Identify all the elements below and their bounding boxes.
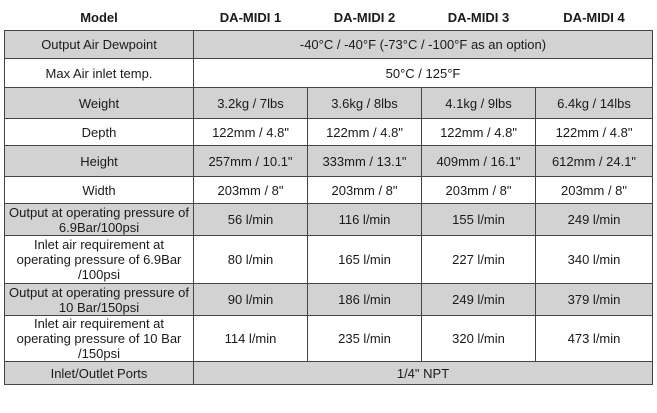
cell-value: 122mm / 4.8" — [536, 119, 653, 146]
cell-value: 116 l/min — [308, 204, 422, 236]
row-output-6-9bar — [5, 204, 653, 236]
cell-value: 165 l/min — [308, 236, 422, 284]
row-label: Inlet/Outlet Ports — [5, 362, 194, 385]
cell-value: 409mm / 16.1" — [422, 146, 536, 177]
row-inlet-6-9bar — [5, 236, 653, 284]
spanned-value: -40°C / -40°F (-73°C / -100°F as an option) — [194, 31, 653, 59]
cell-value: 114 l/min — [194, 316, 308, 362]
cell-value: 340 l/min — [536, 236, 653, 284]
cell-value: 122mm / 4.8" — [194, 119, 308, 146]
row-weight — [5, 88, 653, 119]
cell-value: 3.2kg / 7lbs — [194, 88, 308, 119]
cell-value: 333mm / 13.1" — [308, 146, 422, 177]
cell-value: 80 l/min — [194, 236, 308, 284]
row-depth — [5, 119, 653, 146]
row-label: Inlet air requirement at operating pressure of 10 Bar /150psi — [5, 316, 194, 362]
header-row — [5, 4, 653, 31]
cell-value: 203mm / 8" — [308, 177, 422, 204]
cell-value: 227 l/min — [422, 236, 536, 284]
row-width — [5, 177, 653, 204]
row-label: Output Air Dewpoint — [5, 31, 194, 59]
row-output-air-dewpoint — [5, 31, 653, 59]
cell-value: 249 l/min — [536, 204, 653, 236]
row-label: Height — [5, 146, 194, 177]
header-da-midi-3: DA-MIDI 3 — [422, 4, 536, 31]
row-label: Depth — [5, 119, 194, 146]
spanned-value: 1/4" NPT — [194, 362, 653, 385]
row-output-10bar — [5, 284, 653, 316]
row-label: Weight — [5, 88, 194, 119]
header-da-midi-2: DA-MIDI 2 — [308, 4, 422, 31]
cell-value: 612mm / 24.1" — [536, 146, 653, 177]
cell-value: 56 l/min — [194, 204, 308, 236]
cell-value: 122mm / 4.8" — [422, 119, 536, 146]
cell-value: 6.4kg / 14lbs — [536, 88, 653, 119]
cell-value: 155 l/min — [422, 204, 536, 236]
header-da-midi-1: DA-MIDI 1 — [194, 4, 308, 31]
cell-value: 249 l/min — [422, 284, 536, 316]
spec-table — [4, 4, 653, 385]
row-max-air-inlet-temp — [5, 59, 653, 88]
cell-value: 203mm / 8" — [422, 177, 536, 204]
cell-value: 473 l/min — [536, 316, 653, 362]
cell-value: 235 l/min — [308, 316, 422, 362]
cell-value: 203mm / 8" — [536, 177, 653, 204]
row-label: Output at operating pressure of 10 Bar/150psi — [5, 284, 194, 316]
cell-value: 320 l/min — [422, 316, 536, 362]
cell-value: 4.1kg / 9lbs — [422, 88, 536, 119]
row-label: Width — [5, 177, 194, 204]
row-inlet-outlet-ports — [5, 362, 653, 385]
cell-value: 379 l/min — [536, 284, 653, 316]
spec-table-container — [4, 4, 652, 385]
spanned-value: 50°C / 125°F — [194, 59, 653, 88]
row-label: Inlet air requirement at operating pressure of 6.9Bar /100psi — [5, 236, 194, 284]
cell-value: 122mm / 4.8" — [308, 119, 422, 146]
header-model: Model — [5, 4, 194, 31]
cell-value: 186 l/min — [308, 284, 422, 316]
cell-value: 257mm / 10.1" — [194, 146, 308, 177]
cell-value: 3.6kg / 8lbs — [308, 88, 422, 119]
header-da-midi-4: DA-MIDI 4 — [536, 4, 653, 31]
row-label: Max Air inlet temp. — [5, 59, 194, 88]
cell-value: 90 l/min — [194, 284, 308, 316]
cell-value: 203mm / 8" — [194, 177, 308, 204]
row-inlet-10bar — [5, 316, 653, 362]
row-height — [5, 146, 653, 177]
row-label: Output at operating pressure of 6.9Bar/100psi — [5, 204, 194, 236]
